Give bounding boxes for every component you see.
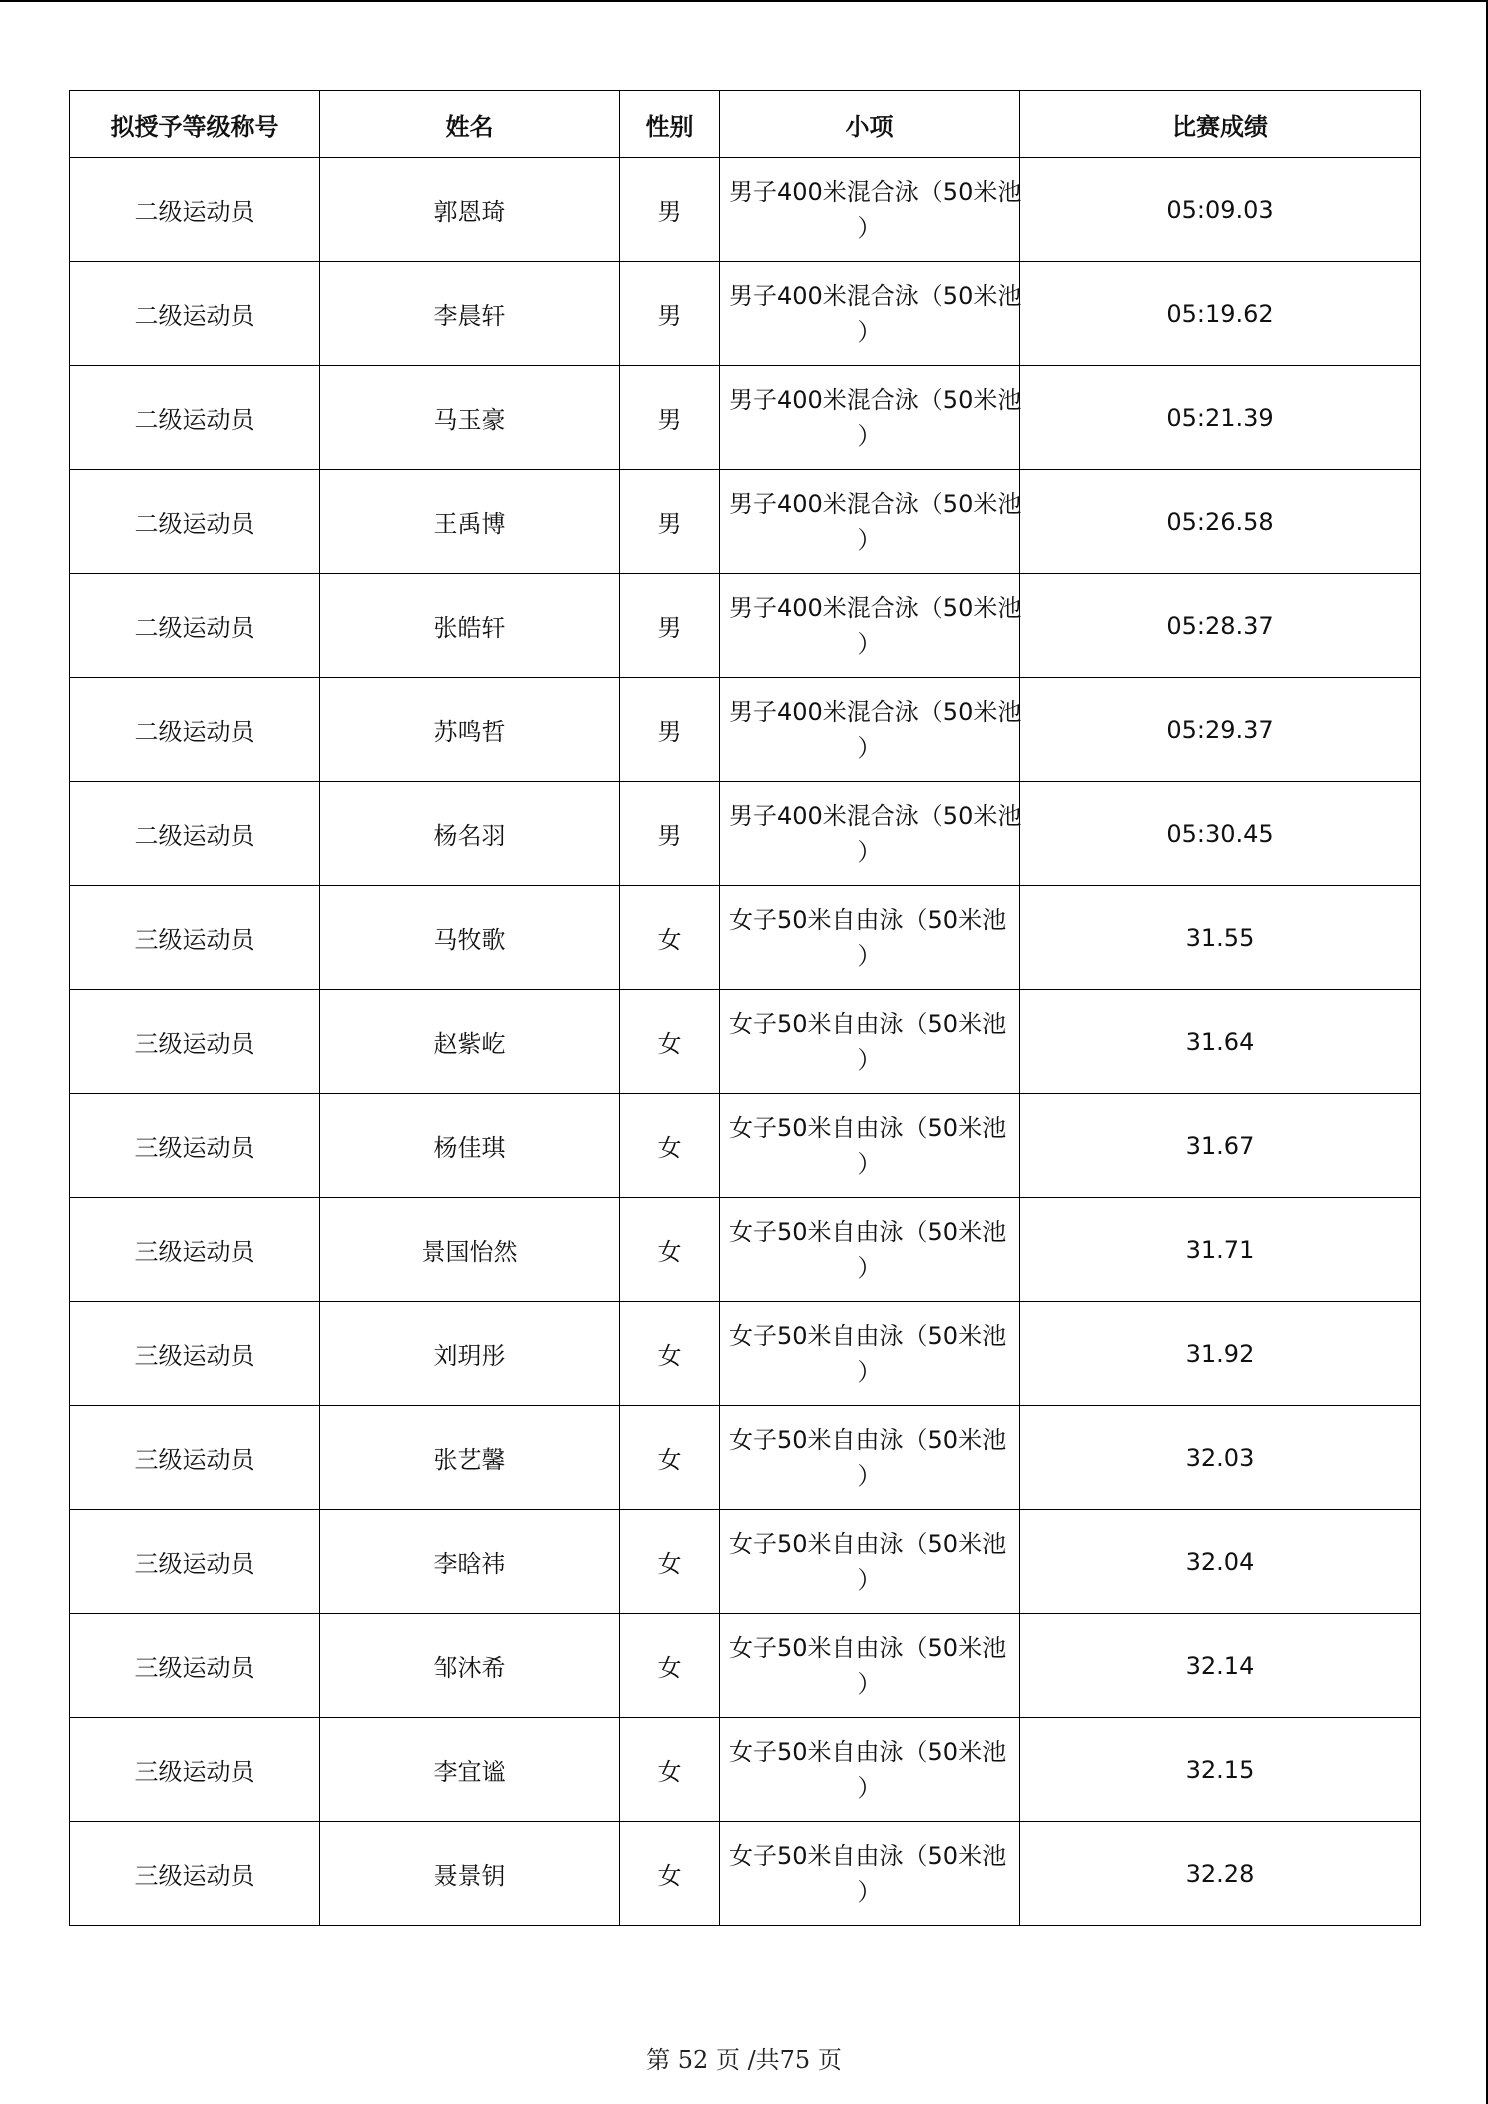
cell-gender: 男 xyxy=(620,470,720,574)
cell-gender: 男 xyxy=(620,678,720,782)
event-text: 男子400米混合泳（50米池 xyxy=(729,698,1022,726)
cell-name: 杨名羽 xyxy=(320,782,620,886)
event-text: 男子400米混合泳（50米池 xyxy=(729,594,1022,622)
cell-level: 三级运动员 xyxy=(70,1510,320,1614)
table-row xyxy=(70,886,1421,990)
table-row xyxy=(70,1406,1421,1510)
cell-name: 景国怡然 xyxy=(320,1198,620,1302)
cell-level: 三级运动员 xyxy=(70,1094,320,1198)
cell-name: 王禹博 xyxy=(320,470,620,574)
cell-gender: 女 xyxy=(620,1406,720,1510)
table-row xyxy=(70,262,1421,366)
cell-gender: 女 xyxy=(620,1718,720,1822)
cell-level: 三级运动员 xyxy=(70,990,320,1094)
header-level: 拟授予等级称号 xyxy=(70,91,320,158)
cell-event xyxy=(720,1510,1020,1614)
table-body xyxy=(70,158,1421,1926)
cell-level: 二级运动员 xyxy=(70,574,320,678)
cell-result: 32.14 xyxy=(1020,1614,1421,1718)
table-row xyxy=(70,782,1421,886)
cell-gender: 女 xyxy=(620,1822,720,1926)
cell-level: 二级运动员 xyxy=(70,158,320,262)
table-row xyxy=(70,470,1421,574)
header-result: 比赛成绩 xyxy=(1020,91,1421,158)
event-text: 男子400米混合泳（50米池 xyxy=(729,178,1022,206)
event-text-close: ） xyxy=(857,1566,882,1594)
event-text: 女子50米自由泳（50米池 xyxy=(729,1634,1007,1662)
cell-name: 邹沐希 xyxy=(320,1614,620,1718)
cell-result: 32.28 xyxy=(1020,1822,1421,1926)
cell-name: 李晗祎 xyxy=(320,1510,620,1614)
event-text-close: ） xyxy=(857,1462,882,1490)
cell-result: 31.67 xyxy=(1020,1094,1421,1198)
cell-name: 李宜谧 xyxy=(320,1718,620,1822)
table-header-row xyxy=(70,91,1421,158)
event-text-close: ） xyxy=(857,318,882,346)
cell-gender: 男 xyxy=(620,782,720,886)
event-text: 女子50米自由泳（50米池 xyxy=(729,1322,1007,1350)
cell-event xyxy=(720,1822,1020,1926)
table-row xyxy=(70,158,1421,262)
cell-event xyxy=(720,886,1020,990)
event-text: 女子50米自由泳（50米池 xyxy=(729,906,1007,934)
event-text-close: ） xyxy=(857,942,882,970)
cell-result: 05:26.58 xyxy=(1020,470,1421,574)
table-row xyxy=(70,990,1421,1094)
event-text-close: ） xyxy=(857,1150,882,1178)
cell-result: 05:09.03 xyxy=(1020,158,1421,262)
table-row xyxy=(70,1510,1421,1614)
cell-gender: 女 xyxy=(620,886,720,990)
event-text: 女子50米自由泳（50米池 xyxy=(729,1426,1007,1454)
table-row xyxy=(70,1094,1421,1198)
cell-level: 三级运动员 xyxy=(70,1822,320,1926)
cell-level: 三级运动员 xyxy=(70,886,320,990)
event-text: 女子50米自由泳（50米池 xyxy=(729,1738,1007,1766)
table-row xyxy=(70,678,1421,782)
cell-result: 05:29.37 xyxy=(1020,678,1421,782)
header-event: 小项 xyxy=(720,91,1020,158)
cell-result: 32.03 xyxy=(1020,1406,1421,1510)
cell-level: 三级运动员 xyxy=(70,1198,320,1302)
header-name: 姓名 xyxy=(320,91,620,158)
cell-event xyxy=(720,1094,1020,1198)
event-text-close: ） xyxy=(857,838,882,866)
cell-event xyxy=(720,158,1020,262)
cell-result: 05:28.37 xyxy=(1020,574,1421,678)
cell-name: 聂景钥 xyxy=(320,1822,620,1926)
cell-event xyxy=(720,1614,1020,1718)
cell-name: 刘玥彤 xyxy=(320,1302,620,1406)
event-text: 男子400米混合泳（50米池 xyxy=(729,282,1022,310)
cell-result: 31.55 xyxy=(1020,886,1421,990)
event-text-close: ） xyxy=(857,1878,882,1906)
event-text: 男子400米混合泳（50米池 xyxy=(729,802,1022,830)
cell-name: 苏鸣哲 xyxy=(320,678,620,782)
cell-level: 二级运动员 xyxy=(70,678,320,782)
cell-gender: 女 xyxy=(620,1094,720,1198)
event-text: 男子400米混合泳（50米池 xyxy=(729,490,1022,518)
cell-event xyxy=(720,1302,1020,1406)
table-row xyxy=(70,1822,1421,1926)
cell-gender: 女 xyxy=(620,990,720,1094)
event-text-close: ） xyxy=(857,734,882,762)
cell-name: 郭恩琦 xyxy=(320,158,620,262)
event-text: 女子50米自由泳（50米池 xyxy=(729,1114,1007,1142)
cell-gender: 女 xyxy=(620,1302,720,1406)
event-text-close: ） xyxy=(857,1358,882,1386)
event-text-close: ） xyxy=(857,1046,882,1074)
cell-name: 杨佳琪 xyxy=(320,1094,620,1198)
cell-result: 32.04 xyxy=(1020,1510,1421,1614)
table-row xyxy=(70,574,1421,678)
cell-event xyxy=(720,1198,1020,1302)
table-row xyxy=(70,366,1421,470)
cell-gender: 男 xyxy=(620,158,720,262)
event-text-close: ） xyxy=(857,214,882,242)
cell-result: 31.92 xyxy=(1020,1302,1421,1406)
athlete-grade-table xyxy=(69,90,1421,1926)
table-row xyxy=(70,1718,1421,1822)
event-text-close: ） xyxy=(857,422,882,450)
cell-event xyxy=(720,262,1020,366)
table-row xyxy=(70,1198,1421,1302)
header-gender: 性别 xyxy=(620,91,720,158)
event-text: 女子50米自由泳（50米池 xyxy=(729,1530,1007,1558)
event-text: 男子400米混合泳（50米池 xyxy=(729,386,1022,414)
event-text-close: ） xyxy=(857,630,882,658)
cell-name: 张皓轩 xyxy=(320,574,620,678)
cell-level: 二级运动员 xyxy=(70,470,320,574)
cell-name: 李晨轩 xyxy=(320,262,620,366)
event-text: 女子50米自由泳（50米池 xyxy=(729,1010,1007,1038)
cell-level: 三级运动员 xyxy=(70,1718,320,1822)
cell-event xyxy=(720,1718,1020,1822)
cell-level: 三级运动员 xyxy=(70,1614,320,1718)
event-text-close: ） xyxy=(857,1254,882,1282)
event-text-close: ） xyxy=(857,1670,882,1698)
page-number: 第 52 页 /共75 页 xyxy=(646,2046,842,2074)
cell-name: 马牧歌 xyxy=(320,886,620,990)
cell-gender: 男 xyxy=(620,262,720,366)
cell-event xyxy=(720,574,1020,678)
cell-result: 05:19.62 xyxy=(1020,262,1421,366)
cell-gender: 男 xyxy=(620,366,720,470)
cell-result: 05:21.39 xyxy=(1020,366,1421,470)
cell-level: 二级运动员 xyxy=(70,262,320,366)
cell-event xyxy=(720,470,1020,574)
cell-gender: 女 xyxy=(620,1510,720,1614)
cell-level: 三级运动员 xyxy=(70,1406,320,1510)
cell-event xyxy=(720,366,1020,470)
cell-result: 31.71 xyxy=(1020,1198,1421,1302)
cell-result: 32.15 xyxy=(1020,1718,1421,1822)
cell-event xyxy=(720,782,1020,886)
cell-name: 张艺馨 xyxy=(320,1406,620,1510)
cell-level: 二级运动员 xyxy=(70,782,320,886)
table-row xyxy=(70,1302,1421,1406)
event-text: 女子50米自由泳（50米池 xyxy=(729,1842,1007,1870)
cell-gender: 女 xyxy=(620,1198,720,1302)
event-text-close: ） xyxy=(857,526,882,554)
event-text-close: ） xyxy=(857,1774,882,1802)
cell-event xyxy=(720,678,1020,782)
cell-event xyxy=(720,1406,1020,1510)
cell-gender: 女 xyxy=(620,1614,720,1718)
cell-name: 马玉豪 xyxy=(320,366,620,470)
cell-result: 31.64 xyxy=(1020,990,1421,1094)
cell-gender: 男 xyxy=(620,574,720,678)
cell-level: 二级运动员 xyxy=(70,366,320,470)
cell-level: 三级运动员 xyxy=(70,1302,320,1406)
cell-result: 05:30.45 xyxy=(1020,782,1421,886)
cell-name: 赵紫屹 xyxy=(320,990,620,1094)
page-top-rule xyxy=(0,0,1488,2)
cell-event xyxy=(720,990,1020,1094)
event-text: 女子50米自由泳（50米池 xyxy=(729,1218,1007,1246)
table-row xyxy=(70,1614,1421,1718)
